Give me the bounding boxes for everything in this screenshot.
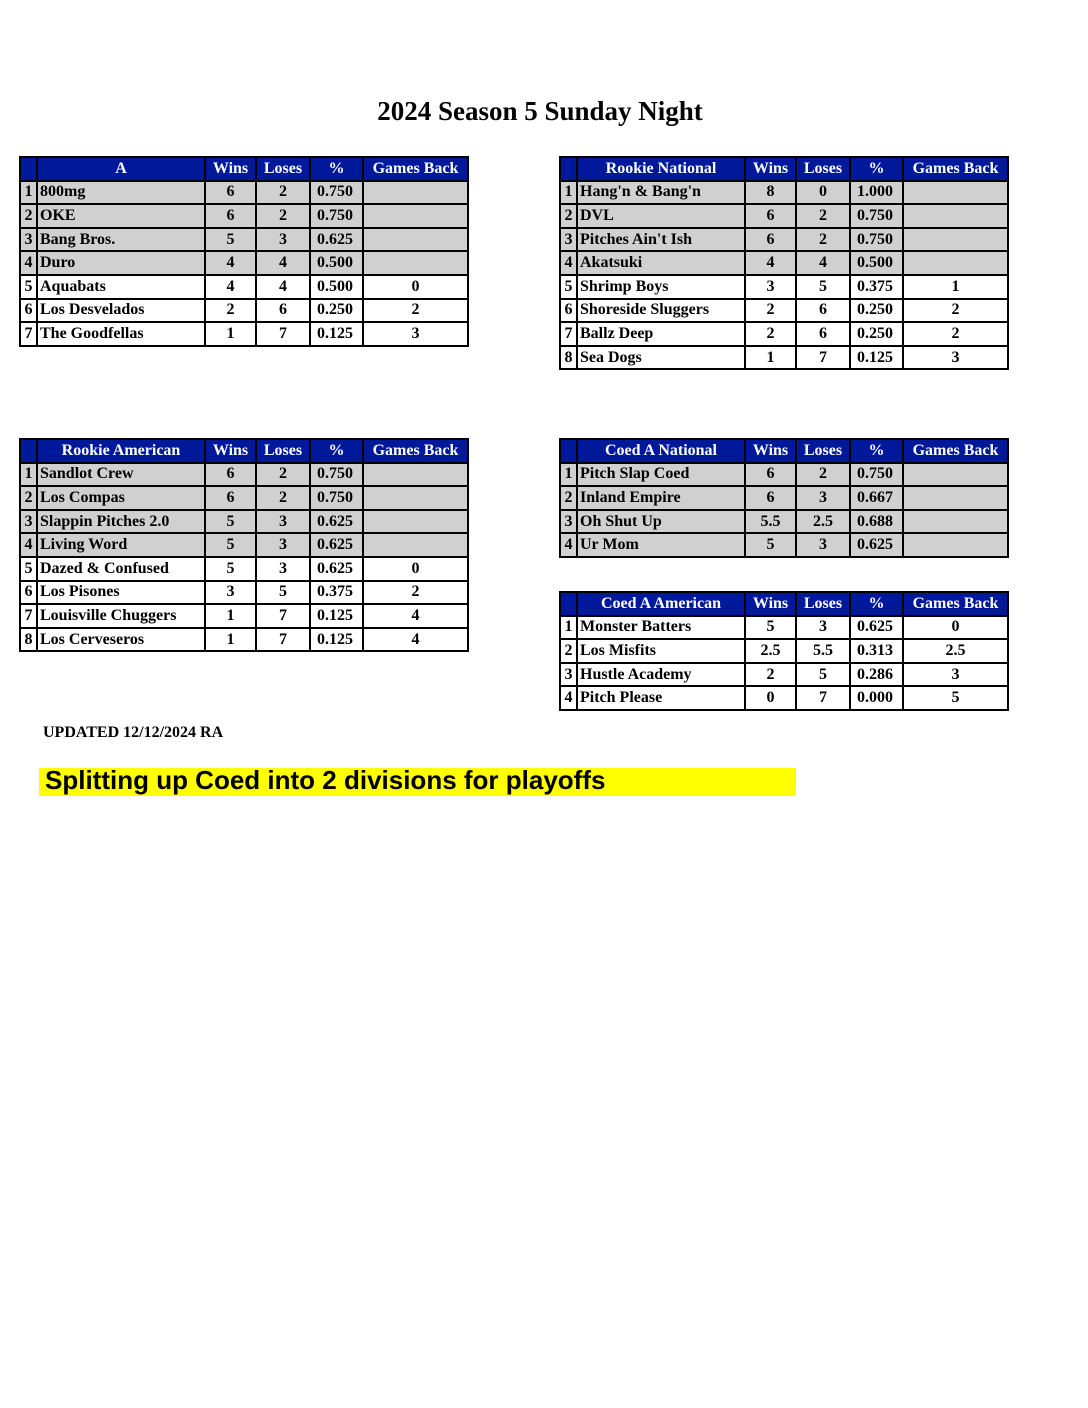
rank-cell: 3 (560, 663, 577, 687)
games-back-cell (363, 510, 468, 534)
loses-cell: 3 (256, 510, 310, 534)
team-name: The Goodfellas (37, 322, 205, 346)
table-header-row (20, 157, 468, 181)
loses-cell: 3 (796, 533, 850, 557)
loses-cell: 2 (796, 463, 850, 487)
games-back-cell (363, 204, 468, 228)
table-header-row (20, 439, 468, 463)
loses-cell: 3 (256, 533, 310, 557)
rank-header (20, 157, 37, 181)
wins-cell: 2.5 (745, 639, 796, 663)
loses-cell: 2 (796, 228, 850, 252)
loses-cell: 7 (796, 686, 850, 710)
table-row (560, 299, 1008, 323)
loses-header: Loses (796, 157, 850, 181)
team-name: Los Desvelados (37, 299, 205, 323)
table-row (560, 275, 1008, 299)
games-back-cell: 2 (363, 299, 468, 323)
games-back-cell (363, 228, 468, 252)
table-row (20, 581, 468, 605)
loses-cell: 6 (256, 299, 310, 323)
division-name: Rookie American (37, 439, 205, 463)
pct-cell: 0.286 (850, 663, 903, 687)
pct-cell: 0.625 (850, 533, 903, 557)
team-name: Inland Empire (577, 486, 745, 510)
loses-cell: 2.5 (796, 510, 850, 534)
pct-cell: 0.625 (310, 557, 363, 581)
loses-cell: 5 (796, 275, 850, 299)
games-back-header: Games Back (363, 157, 468, 181)
pct-header: % (850, 439, 903, 463)
games-back-cell: 3 (903, 346, 1008, 370)
pct-cell: 0.125 (310, 628, 363, 652)
wins-cell: 2 (745, 299, 796, 323)
games-back-cell (903, 486, 1008, 510)
loses-cell: 7 (256, 322, 310, 346)
pct-cell: 0.500 (850, 251, 903, 275)
games-back-cell: 2 (363, 581, 468, 605)
rank-cell: 2 (20, 486, 37, 510)
division-name: Coed A National (577, 439, 745, 463)
pct-cell: 0.625 (310, 228, 363, 252)
games-back-cell: 2.5 (903, 639, 1008, 663)
loses-cell: 2 (256, 181, 310, 205)
wins-header: Wins (745, 157, 796, 181)
pct-cell: 0.250 (850, 299, 903, 323)
wins-cell: 6 (745, 463, 796, 487)
team-name: Aquabats (37, 275, 205, 299)
wins-cell: 3 (745, 275, 796, 299)
page-title: 2024 Season 5 Sunday Night (377, 96, 703, 126)
games-back-cell (363, 463, 468, 487)
table-row (20, 557, 468, 581)
team-name: Ballz Deep (577, 322, 745, 346)
team-name: Shrimp Boys (577, 275, 745, 299)
games-back-cell (903, 510, 1008, 534)
wins-cell: 8 (745, 181, 796, 205)
pct-cell: 0.125 (310, 322, 363, 346)
rank-cell: 4 (20, 251, 37, 275)
pct-cell: 0.500 (310, 275, 363, 299)
table-header-row (560, 592, 1008, 616)
table-row (560, 181, 1008, 205)
team-name: Pitch Slap Coed (577, 463, 745, 487)
wins-header: Wins (205, 439, 256, 463)
wins-cell: 5.5 (745, 510, 796, 534)
wins-cell: 5 (205, 557, 256, 581)
wins-cell: 6 (205, 204, 256, 228)
rank-cell: 1 (20, 181, 37, 205)
rank-cell: 4 (560, 686, 577, 710)
table-row (20, 299, 468, 323)
rank-cell: 7 (560, 322, 577, 346)
pct-cell: 0.667 (850, 486, 903, 510)
pct-cell: 0.750 (850, 463, 903, 487)
table-row (560, 322, 1008, 346)
pct-cell: 0.750 (310, 486, 363, 510)
rank-cell: 2 (560, 486, 577, 510)
wins-header: Wins (745, 439, 796, 463)
team-name: OKE (37, 204, 205, 228)
pct-cell: 0.750 (310, 204, 363, 228)
wins-cell: 4 (745, 251, 796, 275)
loses-cell: 6 (796, 322, 850, 346)
division-name: Coed A American (577, 592, 745, 616)
pct-cell: 1.000 (850, 181, 903, 205)
rank-cell: 5 (560, 275, 577, 299)
games-back-cell: 2 (903, 299, 1008, 323)
team-name: Pitches Ain't Ish (577, 228, 745, 252)
rank-cell: 3 (560, 228, 577, 252)
games-back-cell: 3 (363, 322, 468, 346)
table-row (560, 486, 1008, 510)
team-name: 800mg (37, 181, 205, 205)
wins-cell: 1 (205, 322, 256, 346)
table-row (560, 204, 1008, 228)
games-back-cell: 0 (903, 616, 1008, 640)
rank-cell: 1 (560, 616, 577, 640)
pct-cell: 0.688 (850, 510, 903, 534)
rank-cell: 7 (20, 322, 37, 346)
loses-cell: 5 (256, 581, 310, 605)
table-row (20, 204, 468, 228)
table-row (560, 251, 1008, 275)
standings-table-coed-a-american (559, 591, 1009, 711)
wins-cell: 3 (205, 581, 256, 605)
pct-header: % (850, 157, 903, 181)
table-row (20, 604, 468, 628)
table-row (20, 533, 468, 557)
loses-cell: 7 (256, 604, 310, 628)
table-row (20, 486, 468, 510)
team-name: Duro (37, 251, 205, 275)
wins-cell: 6 (745, 486, 796, 510)
loses-cell: 7 (796, 346, 850, 370)
team-name: Ur Mom (577, 533, 745, 557)
games-back-cell: 4 (363, 628, 468, 652)
team-name: Slappin Pitches 2.0 (37, 510, 205, 534)
team-name: Los Cerveseros (37, 628, 205, 652)
games-back-cell: 0 (363, 557, 468, 581)
games-back-cell: 2 (903, 322, 1008, 346)
rank-cell: 5 (20, 275, 37, 299)
standings-table-coed-a-national (559, 438, 1009, 558)
table-row (20, 275, 468, 299)
wins-header: Wins (205, 157, 256, 181)
games-back-header: Games Back (903, 439, 1008, 463)
pct-header: % (310, 439, 363, 463)
games-back-cell: 5 (903, 686, 1008, 710)
wins-cell: 1 (745, 346, 796, 370)
rank-cell: 1 (560, 181, 577, 205)
games-back-cell (363, 181, 468, 205)
pct-cell: 0.625 (310, 533, 363, 557)
team-name: Akatsuki (577, 251, 745, 275)
rank-header (560, 592, 577, 616)
games-back-cell: 1 (903, 275, 1008, 299)
team-name: Living Word (37, 533, 205, 557)
pct-cell: 0.750 (310, 181, 363, 205)
loses-cell: 7 (256, 628, 310, 652)
rank-header (560, 157, 577, 181)
wins-cell: 5 (745, 533, 796, 557)
table-row (20, 181, 468, 205)
loses-cell: 6 (796, 299, 850, 323)
pct-cell: 0.750 (850, 204, 903, 228)
rank-cell: 4 (20, 533, 37, 557)
pct-cell: 0.625 (850, 616, 903, 640)
loses-header: Loses (796, 439, 850, 463)
loses-cell: 4 (796, 251, 850, 275)
division-name: A (37, 157, 205, 181)
games-back-cell (903, 251, 1008, 275)
loses-cell: 4 (256, 251, 310, 275)
loses-cell: 2 (256, 486, 310, 510)
games-back-cell (903, 463, 1008, 487)
wins-cell: 5 (745, 616, 796, 640)
games-back-header: Games Back (903, 592, 1008, 616)
rank-cell: 4 (560, 533, 577, 557)
pct-cell: 0.125 (850, 346, 903, 370)
loses-header: Loses (256, 157, 310, 181)
table-row (20, 628, 468, 652)
rank-cell: 3 (560, 510, 577, 534)
standings-table-a (19, 156, 469, 347)
team-name: Los Pisones (37, 581, 205, 605)
rank-cell: 6 (20, 299, 37, 323)
pct-cell: 0.375 (850, 275, 903, 299)
games-back-cell: 0 (363, 275, 468, 299)
loses-cell: 3 (256, 228, 310, 252)
wins-cell: 2 (205, 299, 256, 323)
wins-cell: 4 (205, 251, 256, 275)
team-name: Sandlot Crew (37, 463, 205, 487)
wins-cell: 5 (205, 533, 256, 557)
rank-cell: 3 (20, 510, 37, 534)
team-name: Bang Bros. (37, 228, 205, 252)
pct-cell: 0.250 (850, 322, 903, 346)
loses-cell: 3 (796, 486, 850, 510)
team-name: Oh Shut Up (577, 510, 745, 534)
team-name: Dazed & Confused (37, 557, 205, 581)
games-back-cell (903, 228, 1008, 252)
rank-cell: 5 (20, 557, 37, 581)
table-row (560, 616, 1008, 640)
pct-cell: 0.375 (310, 581, 363, 605)
rank-cell: 6 (20, 581, 37, 605)
games-back-cell (363, 533, 468, 557)
wins-cell: 4 (205, 275, 256, 299)
pct-cell: 0.250 (310, 299, 363, 323)
wins-cell: 0 (745, 686, 796, 710)
rank-cell: 1 (560, 463, 577, 487)
pct-cell: 0.000 (850, 686, 903, 710)
loses-cell: 3 (796, 616, 850, 640)
table-row (20, 510, 468, 534)
standings-table-rookie-american (19, 438, 469, 652)
wins-cell: 6 (745, 204, 796, 228)
wins-cell: 2 (745, 663, 796, 687)
team-name: Shoreside Sluggers (577, 299, 745, 323)
table-row (20, 251, 468, 275)
table-row (560, 639, 1008, 663)
wins-cell: 2 (745, 322, 796, 346)
loses-cell: 3 (256, 557, 310, 581)
table-row (560, 228, 1008, 252)
wins-cell: 1 (205, 604, 256, 628)
table-header-row (560, 439, 1008, 463)
rank-header (20, 439, 37, 463)
loses-cell: 5 (796, 663, 850, 687)
loses-cell: 0 (796, 181, 850, 205)
table-row (560, 510, 1008, 534)
games-back-cell: 3 (903, 663, 1008, 687)
table-row (560, 663, 1008, 687)
team-name: Monster Batters (577, 616, 745, 640)
rank-cell: 7 (20, 604, 37, 628)
team-name: Los Compas (37, 486, 205, 510)
standings-table-rookie-national (559, 156, 1009, 370)
table-row (20, 322, 468, 346)
games-back-cell: 4 (363, 604, 468, 628)
table-row (560, 686, 1008, 710)
pct-cell: 0.125 (310, 604, 363, 628)
rank-cell: 6 (560, 299, 577, 323)
games-back-cell (903, 181, 1008, 205)
pct-cell: 0.313 (850, 639, 903, 663)
table-row (20, 228, 468, 252)
pct-cell: 0.750 (850, 228, 903, 252)
rank-cell: 2 (560, 639, 577, 663)
team-name: Hustle Academy (577, 663, 745, 687)
rank-cell: 2 (560, 204, 577, 228)
team-name: Sea Dogs (577, 346, 745, 370)
table-row (560, 463, 1008, 487)
team-name: Los Misfits (577, 639, 745, 663)
table-row (560, 533, 1008, 557)
wins-cell: 6 (205, 463, 256, 487)
games-back-cell (363, 486, 468, 510)
loses-header: Loses (256, 439, 310, 463)
games-back-header: Games Back (903, 157, 1008, 181)
table-header-row (560, 157, 1008, 181)
pct-cell: 0.625 (310, 510, 363, 534)
wins-cell: 6 (205, 181, 256, 205)
games-back-cell (903, 204, 1008, 228)
loses-header: Loses (796, 592, 850, 616)
rank-cell: 4 (560, 251, 577, 275)
loses-cell: 2 (256, 463, 310, 487)
pct-cell: 0.500 (310, 251, 363, 275)
wins-cell: 6 (745, 228, 796, 252)
loses-cell: 5.5 (796, 639, 850, 663)
wins-cell: 5 (205, 510, 256, 534)
rank-cell: 2 (20, 204, 37, 228)
wins-cell: 1 (205, 628, 256, 652)
pct-cell: 0.750 (310, 463, 363, 487)
loses-cell: 4 (256, 275, 310, 299)
rank-cell: 1 (20, 463, 37, 487)
pct-header: % (850, 592, 903, 616)
playoff-note-banner: Splitting up Coed into 2 divisions for playoffs (39, 768, 796, 796)
wins-cell: 5 (205, 228, 256, 252)
rank-cell: 8 (560, 346, 577, 370)
pct-header: % (310, 157, 363, 181)
rank-header (560, 439, 577, 463)
table-row (20, 463, 468, 487)
team-name: Hang'n & Bang'n (577, 181, 745, 205)
rank-cell: 3 (20, 228, 37, 252)
updated-note: UPDATED 12/12/2024 RA (43, 724, 224, 741)
games-back-cell (903, 533, 1008, 557)
loses-cell: 2 (256, 204, 310, 228)
games-back-header: Games Back (363, 439, 468, 463)
table-row (560, 346, 1008, 370)
games-back-cell (363, 251, 468, 275)
wins-header: Wins (745, 592, 796, 616)
team-name: Pitch Please (577, 686, 745, 710)
rank-cell: 8 (20, 628, 37, 652)
team-name: Louisville Chuggers (37, 604, 205, 628)
loses-cell: 2 (796, 204, 850, 228)
wins-cell: 6 (205, 486, 256, 510)
team-name: DVL (577, 204, 745, 228)
division-name: Rookie National (577, 157, 745, 181)
